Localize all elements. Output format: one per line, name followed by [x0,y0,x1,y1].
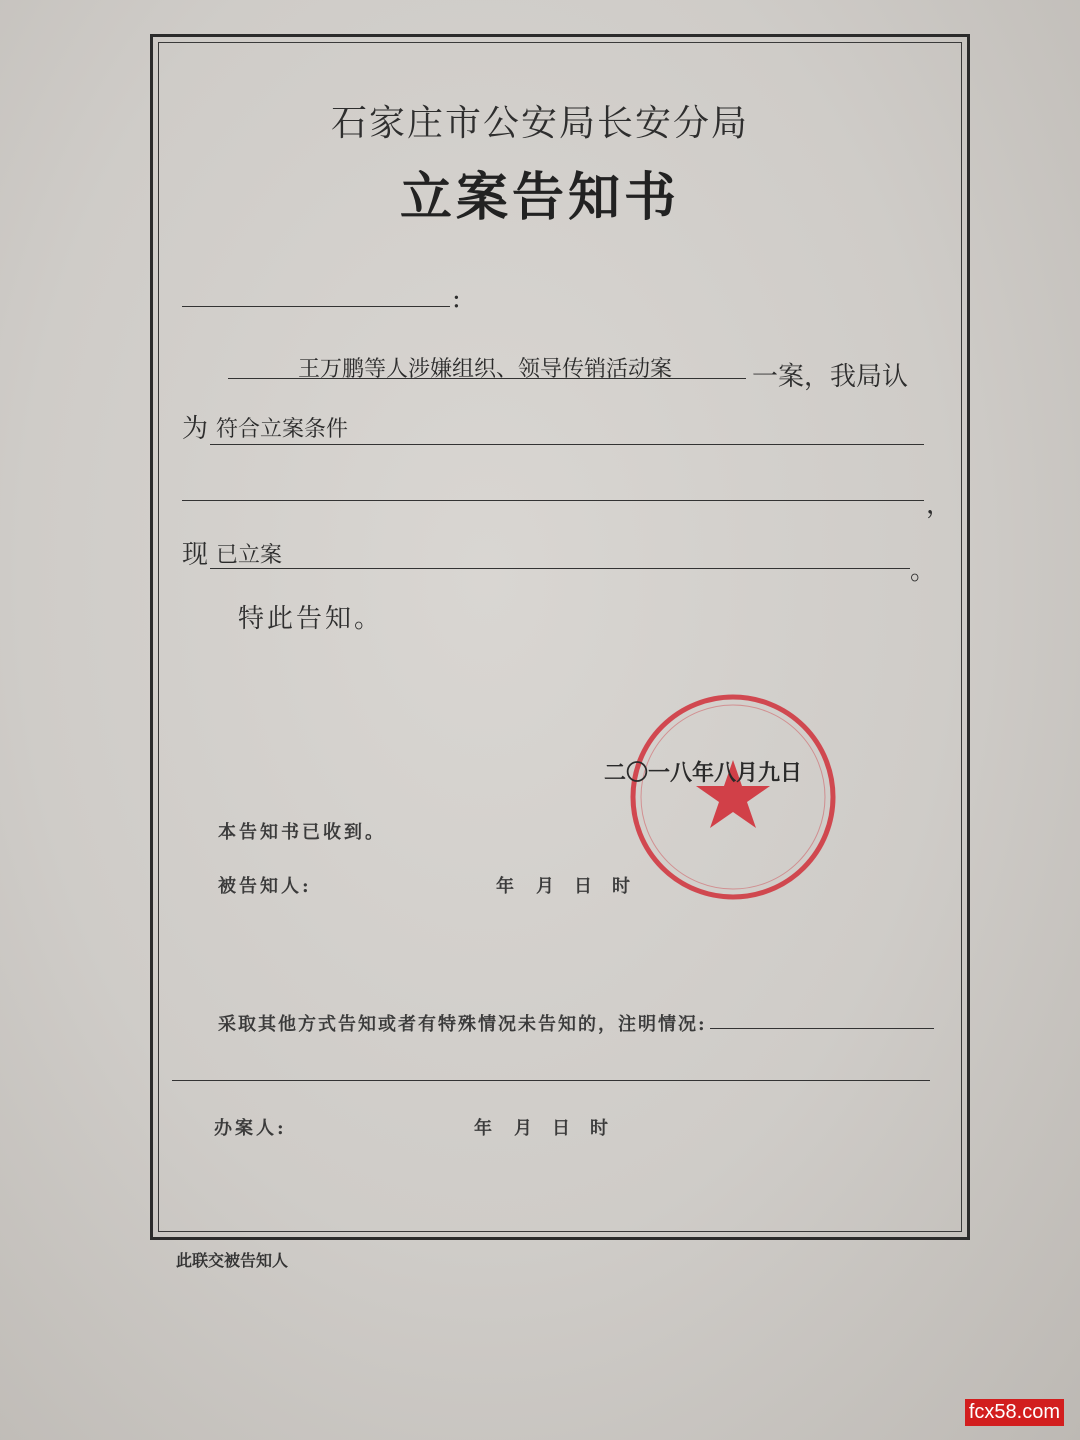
recipient-line [182,306,450,307]
other-method-line [710,1028,934,1029]
reason-prefix: 为 [182,414,209,444]
official-seal [628,692,838,902]
receipt-year-label: 年 [496,876,517,897]
decision-value: 已立案 [216,543,283,568]
other-method-label: 采取其他方式告知或者有特殊情况未告知的，注明情况: [218,1014,707,1035]
issue-date: 二〇一八年八月九日 [604,761,803,786]
closing-statement: 特此告知。 [238,604,384,634]
handler-year-label: 年 [474,1118,495,1139]
case-name: 王万鹏等人涉嫌组织、领导传销活动案 [298,357,673,382]
reason-end: ， [926,490,953,520]
receipt-month-label: 月 [536,876,557,897]
handler-month-label: 月 [514,1118,535,1139]
decision-line [210,568,910,569]
receipt-hour-label: 时 [612,876,633,897]
case-line [228,378,746,379]
case-suffix: 一案，我局认 [752,362,909,392]
issuing-organization: 石家庄市公安局长安分局 [330,103,749,144]
continuation-line [182,500,924,501]
decision-prefix: 现 [182,540,209,570]
reason-value: 符合立案条件 [216,417,349,442]
receipt-statement: 本告知书已收到。 [218,822,386,843]
site-watermark: fcx58.com [965,1399,1064,1426]
decision-end: 。 [910,556,937,586]
handler-day-label: 日 [552,1118,573,1139]
receipt-day-label: 日 [574,876,595,897]
recipient-colon: : [452,284,461,314]
other-method-line-2 [172,1080,930,1081]
notified-person-label: 被告知人: [218,876,312,897]
reason-line [210,444,924,445]
handler-label: 办案人: [214,1118,287,1139]
copy-note: 此联交被告知人 [176,1251,289,1270]
document-title: 立案告知书 [399,167,680,228]
handler-hour-label: 时 [590,1118,611,1139]
